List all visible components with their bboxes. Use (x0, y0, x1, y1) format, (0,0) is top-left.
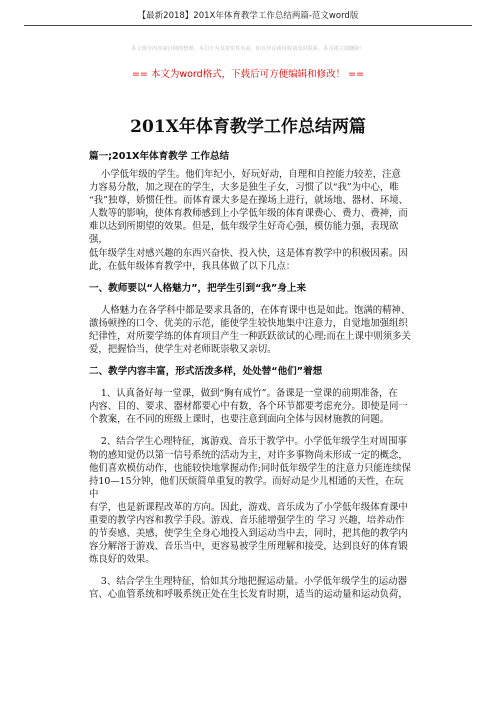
edit-notice: == 本文为word格式，下载后可方便编辑和修改！ == (131, 69, 365, 80)
text-line: 人格魅力在各学科中都是要求具备的，在体育课中也是如此。饱满的精神、 (89, 304, 411, 316)
text-line: 难以达到所期望的效果。但是，低年级学生好奇心强，模仿能力强，表现欲强， (89, 221, 399, 246)
section1-paragraph (89, 304, 411, 356)
text-line: 物的感知觉仍以第一信号系统的活动为主，对许多事物尚未形成一定的概念， (89, 449, 408, 461)
document-body (89, 150, 411, 602)
disclaimer-text: 本文部分内容来自网络整理，本司不为其真实性负责，如有异议或侵权请及时联系，本司将立即删除！ (131, 46, 365, 52)
text-line: 爱，把握恰当，使学生对老师既崇敬又亲切。 (89, 344, 277, 356)
text-line: 重要的教学内容和教学手段。游戏、音乐能增强学生的 学习 兴趣，培养动作 (89, 514, 405, 526)
text-line: 个教案，在不同的班级上课时，也要注意到面向全体与因材施教的问题。 (89, 414, 390, 426)
text-line: 官、心血管系统和呼吸系统正处在生长发育时期，适当的运动量和运动负荷， (89, 589, 408, 601)
text-line: 此，在低年级体育教学中，我具体做了以下几点： (89, 260, 296, 272)
text-line: 力容易分散，加之现在的学生，大多是独生子女，习惯了以“我”为中心，唯 (89, 182, 399, 194)
text-line: “我”独尊，娇惯任性。而体育课大多是在操场上进行，就场地、器材、环境、 (89, 195, 408, 207)
text-line: 内容、目的、要求、器材都要心中有数，各个环节都要考虑充分。即使是同一 (89, 401, 408, 413)
text-line: 容分解溶于游戏、音乐当中，更容易被学生所理解和接受，达到良好的体育锻 (89, 541, 408, 553)
text-line: 1、认真备好每一堂课，做到“胸有成竹”。备课是一堂课的前期准备，在 (89, 388, 398, 400)
text-line: 2、结合学生心理特征，寓游戏、音乐于教学中。小学低年级学生对周围事 (89, 436, 407, 448)
text-line: 小学低年级的学生。他们年纪小，好玩好动，自理和自控能力较差，注意 (89, 169, 401, 180)
text-line: 的节奏感、美感，使学生全身心地投入到运动当中去，同时，把其他的教学内 (89, 528, 408, 540)
text-line: 人数等的影响，使体育教师感到上小学低年级的体育课费心、费力、费神，而 (89, 208, 408, 220)
text-line: 纪律性，对所要学练的体育项目产生一种跃跃欲试的心理;而在上课中则须多关 (89, 330, 411, 342)
section2-heading: 二、教学内容丰富，形式活泼多样，处处替“他们”着想 (89, 366, 323, 378)
intro-paragraph (89, 168, 411, 273)
text-line: 低年级学生对感兴趣的东西兴奋快、投入快，这是体育教学中的积极因素。因 (89, 247, 408, 259)
item3-paragraph (89, 575, 411, 601)
part1-heading: 篇一;201X年体育教学 工作总结 (89, 151, 230, 162)
document-title: 201X年体育教学工作总结两篇 (130, 117, 366, 137)
text-line: 持10—15分钟，他们厌烦简单重复的教学。而好动是少儿相通的天性，在玩中 (89, 475, 404, 500)
text-line: 他们喜欢模仿动作，也能较快地掌握动作;同时低年级学生的注意力只能连续保 (89, 462, 411, 474)
text-line: 3、结合学生生理特征，恰如其分地把握运动量。小学低年级学生的运动器 (89, 576, 407, 588)
item2-paragraph (89, 435, 411, 566)
header-rule (24, 25, 472, 26)
text-line: 激扬顿挫的口令、优美的示范，能使学生较快地集中注意力，自觉地加强组织 (89, 317, 408, 329)
item1-paragraph (89, 387, 411, 426)
text-line: 炼良好的效果。 (89, 554, 155, 566)
section1-heading: 一、教师要以“人格魅力”，把学生引到“我”身上来 (89, 282, 307, 294)
text-line: 有学，也是新课程改革的方向。因此，游戏、音乐成为了小学低年级体育课中 (89, 501, 408, 513)
page-header-title: 【最新2018】201X年体育教学工作总结两篇-范文word版 (137, 11, 359, 21)
